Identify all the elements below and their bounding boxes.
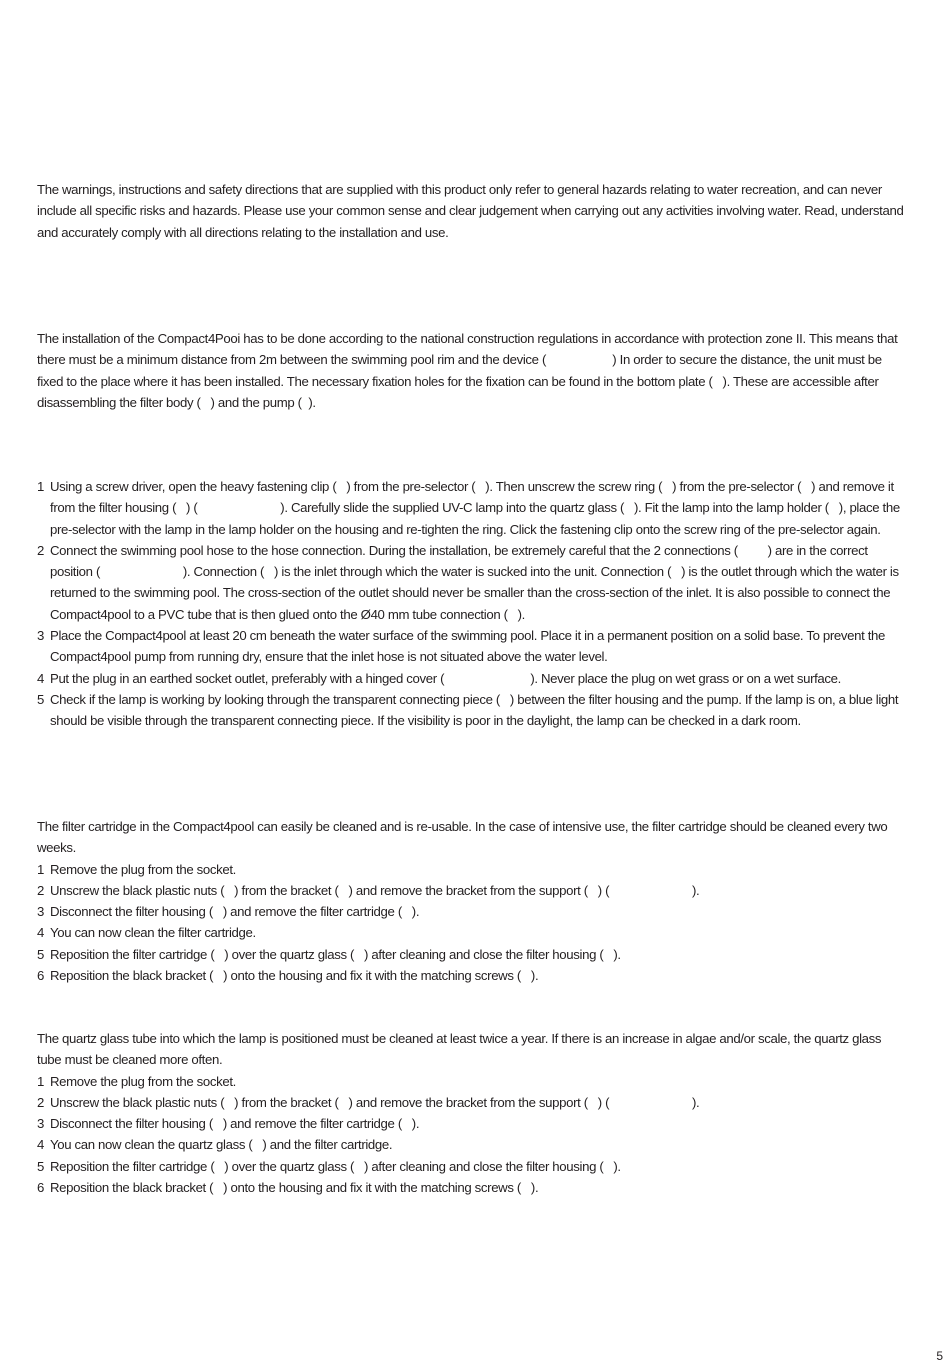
step-text: Connect the swimming pool hose to the hose connection. During the installation, be extremely careful that the 2 connections ( ) are in the correct position ( ). Connection ( ) is the inlet through which the water is sucked into the unit. Connection ( ) is the outlet through which the water is returned to the swimming pool. The cross-section of the outlet should never be smaller than the cross-section of the inlet. It is also possible to connect the Compact4pool to a PVC tube that is then glued onto the Ø40 mm tube connection ( ). xyxy=(50,542,903,622)
list-item xyxy=(37,1071,907,1092)
filter-cleaning-section xyxy=(37,816,907,986)
step-text: Disconnect the filter housing ( ) and remove the filter cartridge ( ). xyxy=(50,1116,420,1132)
warnings-paragraph: The warnings, instructions and safety directions that are supplied with this product only refer to general hazards relating to water recreation, and can never include all specific risks and hazards. Please use your common sense and clear judgement when carrying out any activities involving water. Read, understand and accurately comply with all directions relating to the installation and use. xyxy=(37,182,907,240)
step-text: Remove the plug from the socket. xyxy=(50,861,236,877)
page-number: 5 xyxy=(936,1349,943,1363)
step-number: 1 xyxy=(37,479,44,494)
step-text: You can now clean the quartz glass ( ) and the filter cartridge. xyxy=(50,1137,393,1153)
step-number: 2 xyxy=(37,1094,44,1110)
warnings-section xyxy=(37,179,907,243)
installation-intro-section xyxy=(37,328,907,413)
step-number: 6 xyxy=(37,1180,44,1196)
step-text: Unscrew the black plastic nuts ( ) from the bracket ( ) and remove the bracket from the support ( ) ( ). xyxy=(50,1094,700,1110)
list-item xyxy=(37,859,907,880)
list-item xyxy=(37,625,907,668)
list-item xyxy=(37,922,907,943)
step-text: Unscrew the black plastic nuts ( ) from the bracket ( ) and remove the bracket from the support ( ) ( ). xyxy=(50,882,700,898)
step-text: Reposition the black bracket ( ) onto the housing and fix it with the matching screws ( ). xyxy=(50,968,539,984)
list-item xyxy=(37,668,907,689)
step-number: 1 xyxy=(37,861,44,877)
filter-cleaning-paragraph: The filter cartridge in the Compact4pool can easily be cleaned and is re-usable. In the case of intensive use, the filter cartridge should be cleaned every two weeks. xyxy=(37,819,888,856)
quartz-cleaning-section xyxy=(37,1028,907,1198)
quartz-cleaning-paragraph: The quartz glass tube into which the lamp is positioned must be cleaned at least twice a year. If there is an increase in algae and/or scale, the quartz glass tube must be cleaned more often. xyxy=(37,1031,882,1068)
step-text: Remove the plug from the socket. xyxy=(50,1073,236,1089)
list-item xyxy=(37,901,907,922)
step-number: 4 xyxy=(37,1137,44,1153)
step-number: 5 xyxy=(37,946,44,962)
list-item xyxy=(37,1113,907,1134)
installation-steps-section xyxy=(37,476,907,732)
step-number: 4 xyxy=(37,925,44,941)
step-number: 5 xyxy=(37,1158,44,1174)
list-item xyxy=(37,689,907,732)
installation-intro-paragraph: The installation of the Compact4Pooi has to be done according to the national construction regulations in accordance with protection zone II. This means that there must be a minimum distance from 2m between the swimming pool rim and the device ( ) In order to secure the distance, the unit must be fixed to the place where it has been installed. The necessary fixation holes for the fixation can be found in the bottom plate ( ). These are accessible after disassembling the filter body ( ) and the pump ( ). xyxy=(37,331,901,410)
step-number: 2 xyxy=(37,882,44,898)
step-text: Check if the lamp is working by looking through the transparent connecting piece ( ) between the filter housing and the pump. If the lamp is on, a blue light should be visible through the transparent connecting piece. If the visibility is poor in the daylight, the lamp can be checked in a dark room. xyxy=(50,691,902,729)
filter-cleaning-steps-list xyxy=(37,859,907,987)
step-text: Reposition the filter cartridge ( ) over the quartz glass ( ) after cleaning and close the filter housing ( ). xyxy=(50,1158,621,1174)
step-text: You can now clean the filter cartridge. xyxy=(50,925,256,941)
step-number: 5 xyxy=(37,691,44,707)
list-item xyxy=(37,944,907,965)
list-item xyxy=(37,1177,907,1198)
step-text: Place the Compact4pool at least 20 cm beneath the water surface of the swimming pool. Place it in a permanent position on a solid base. To prevent the Compact4pool pump from running dry, ensure that the inlet hose is not situated above the water level. xyxy=(50,628,889,665)
step-text: Reposition the black bracket ( ) onto the housing and fix it with the matching screws ( ). xyxy=(50,1180,539,1196)
step-number: 3 xyxy=(37,1116,44,1132)
list-item xyxy=(37,1134,907,1155)
step-number: 1 xyxy=(37,1073,44,1089)
list-item xyxy=(37,476,907,540)
list-item xyxy=(37,540,907,625)
step-number: 2 xyxy=(37,542,44,558)
list-item xyxy=(37,1156,907,1177)
step-number: 6 xyxy=(37,968,44,984)
step-text: Reposition the filter cartridge ( ) over the quartz glass ( ) after cleaning and close the filter housing ( ). xyxy=(50,946,621,962)
quartz-cleaning-steps-list xyxy=(37,1071,907,1199)
step-text: Using a screw driver, open the heavy fastening clip ( ) from the pre-selector ( ). Then unscrew the screw ring ( ) from the pre-selector ( ) and remove it from the filter housing ( ) ( ). Carefully slide the supplied UV-C lamp into the quartz glass ( ). Fit the lamp into the lamp holder ( ), place the pre-selector with the lamp in the lamp holder on the housing and re-tighten the ring. Click the fastening clip onto the screw ring of the pre-selector again. xyxy=(50,479,904,537)
installation-steps-list xyxy=(37,476,907,732)
step-number: 3 xyxy=(37,904,44,920)
step-text: Disconnect the filter housing ( ) and remove the filter cartridge ( ). xyxy=(50,904,420,920)
list-item xyxy=(37,965,907,986)
list-item xyxy=(37,1092,907,1113)
step-text: Put the plug in an earthed socket outlet, preferably with a hinged cover ( ). Never place the plug on wet grass or on a wet surface. xyxy=(50,670,841,686)
step-number: 3 xyxy=(37,628,44,644)
list-item xyxy=(37,880,907,901)
step-number: 4 xyxy=(37,670,44,686)
